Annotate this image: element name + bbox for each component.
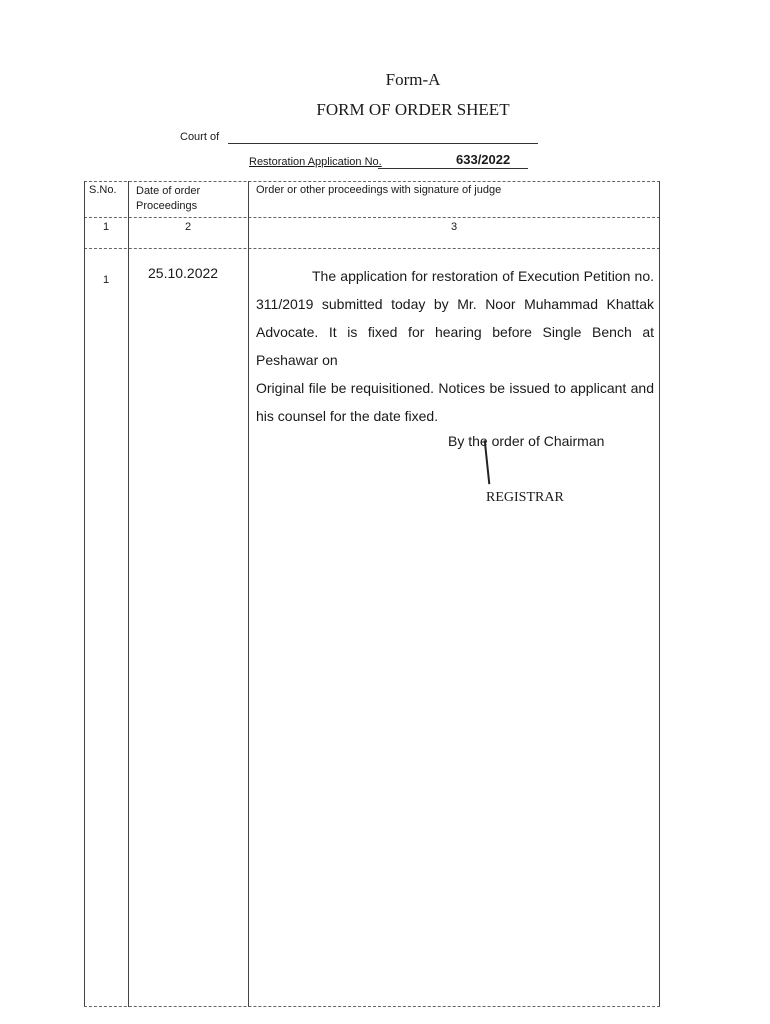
order-paragraph-1: The application for restoration of Execution Petition no. 311/2019 submitted today by Mr. Noor Muhammad Khattak Advocate. It is fixed for hearing before Single Bench at Peshawar on: [256, 268, 654, 368]
court-blank-line: [228, 143, 538, 144]
order-text: [256, 262, 654, 430]
court-label: Court of: [180, 131, 220, 143]
registrar-signatory: REGISTRAR: [486, 490, 564, 505]
table-header-divider: [84, 217, 660, 218]
row-date: 25.10.2022: [148, 265, 219, 281]
column-header-date: Date of order Proceedings: [136, 185, 201, 212]
chairman-order-line: By the order of Chairman: [448, 433, 605, 449]
column-number-2: 2: [185, 221, 192, 233]
column-divider-2: [248, 181, 249, 1007]
form-label: Form-A: [385, 70, 441, 89]
restoration-number: 633/2022: [456, 152, 511, 167]
column-number-3: 3: [451, 221, 458, 233]
row-sno: 1: [103, 274, 110, 286]
table-bottom-border: [84, 1006, 660, 1007]
table-number-divider: [84, 248, 660, 249]
table-left-border: [84, 181, 85, 1007]
column-header-order: Order or other proceedings with signature of judge: [256, 184, 502, 196]
restoration-blank-line: [378, 168, 528, 169]
column-divider-1: [128, 181, 129, 1007]
table-top-border: [84, 181, 660, 182]
order-paragraph-2: Original file be requisitioned. Notices be issued to applicant and his counsel for the date fixed.: [256, 380, 654, 424]
column-number-1: 1: [103, 221, 110, 233]
column-header-sno: S.No.: [89, 184, 117, 196]
restoration-label: Restoration Application No.: [249, 156, 382, 168]
table-right-border: [659, 181, 660, 1007]
form-title: FORM OF ORDER SHEET: [316, 100, 510, 119]
